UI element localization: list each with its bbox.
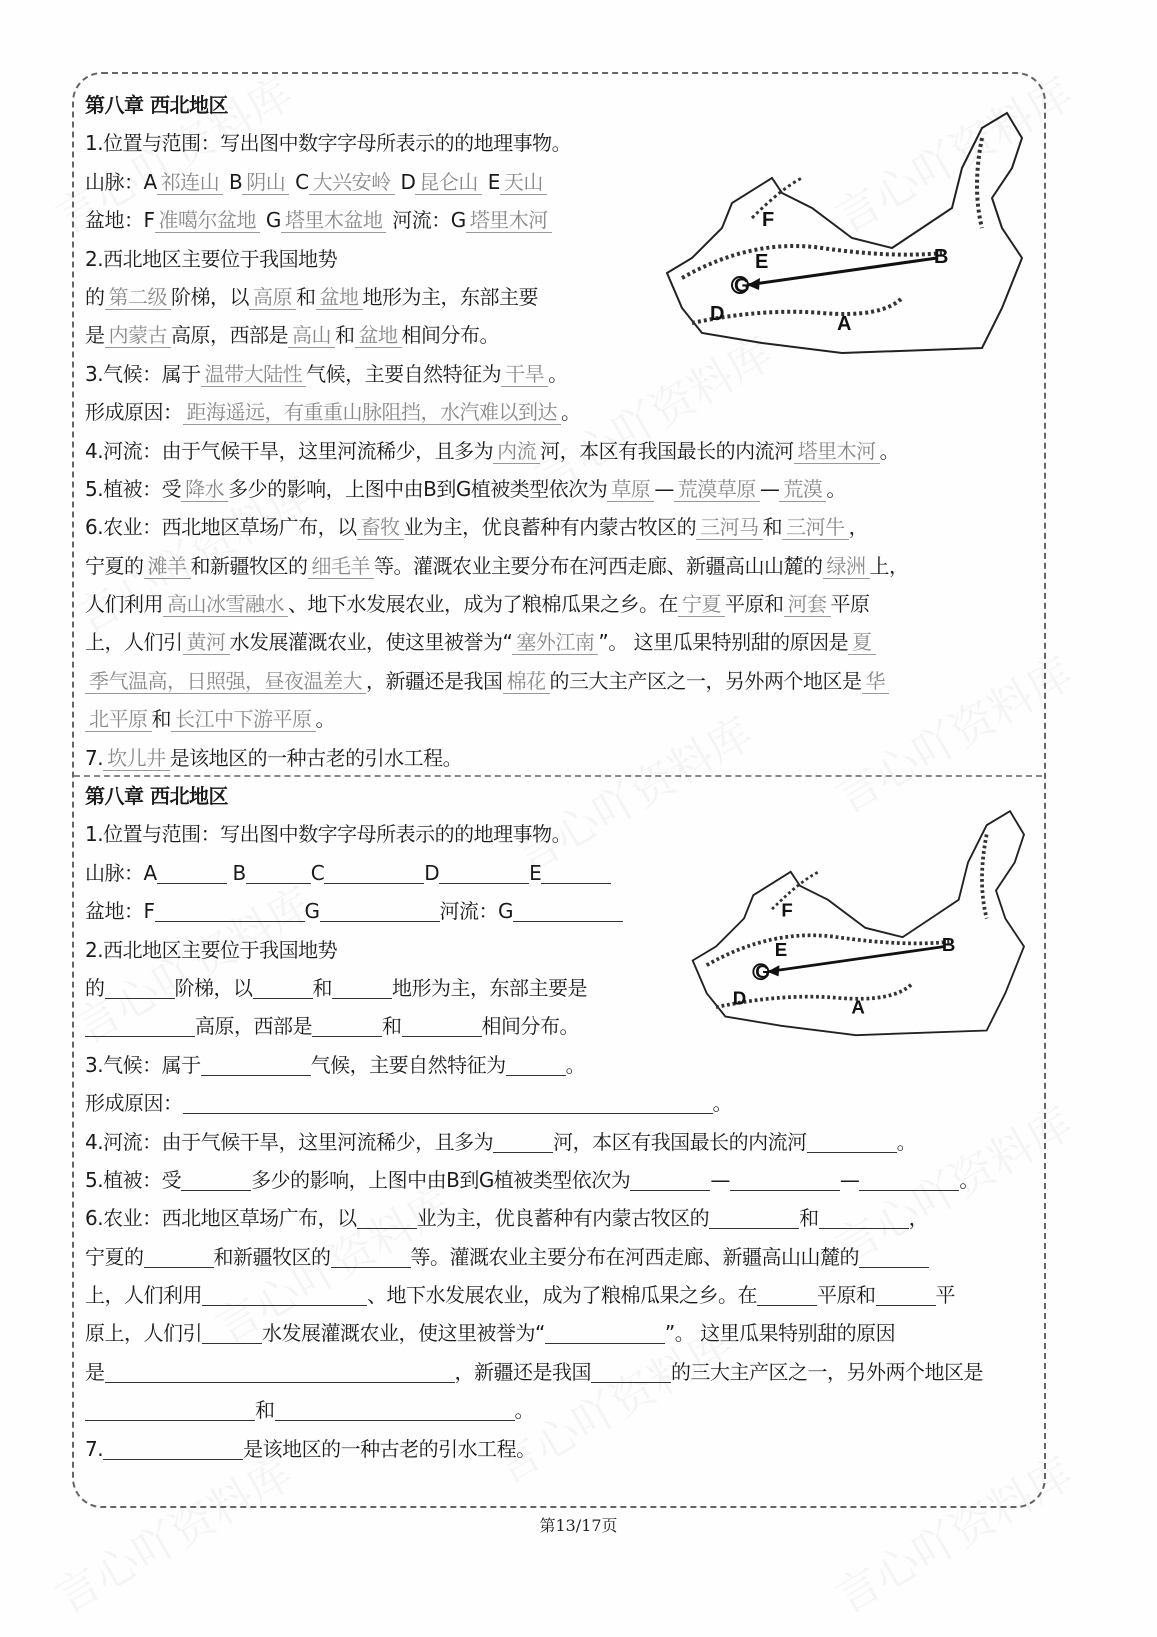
question-text: 地形为主，东部主要 xyxy=(362,284,538,309)
answer-text: 大兴安岭 xyxy=(309,170,395,195)
question-text: 形成原因： xyxy=(85,400,183,425)
question-text: E xyxy=(529,860,542,885)
question-text: D xyxy=(424,860,440,885)
question-text: 业为主，优良蓄种有内蒙古牧区的 xyxy=(403,515,697,540)
answer-text: 温带大陆性 xyxy=(201,362,307,387)
arrow-line xyxy=(767,947,944,972)
question-text: 和 xyxy=(312,975,332,1000)
fill-in-blank[interactable] xyxy=(709,1202,799,1229)
question-text: 4.河流：由于气候干旱，这里河流稀少，且多为 xyxy=(85,438,494,463)
answer-text: 荒漠 xyxy=(779,477,826,502)
answer-text: 畜牧 xyxy=(357,515,404,540)
fill-in-blank[interactable] xyxy=(730,1164,840,1191)
question-text: 1.位置与范围：写出图中数字字母所表示的的地理事物。 xyxy=(85,822,572,847)
question-text: 水发展灌溉农业，使这里被誉为“ xyxy=(262,1321,545,1346)
answer-text: 阴山 xyxy=(242,170,289,195)
northwest-china-map xyxy=(662,108,1037,363)
answer-text: 华 xyxy=(862,669,890,694)
question-text: 7. xyxy=(85,1436,104,1461)
fill-in-blank[interactable] xyxy=(402,1010,482,1037)
question-text: 和新疆牧区的 xyxy=(213,1244,331,1269)
question-text: ， xyxy=(908,1206,929,1231)
question-text: 地形为主，东部主要是 xyxy=(392,975,587,1000)
text-line xyxy=(85,700,909,738)
map-label-a: A xyxy=(837,313,852,335)
question-text: 等。灌溉农业主要分布在河西走廊、新疆高山山麓的 xyxy=(374,553,823,578)
question-text: 相间分布。 xyxy=(401,323,499,348)
answer-text: 塔里木盆地 xyxy=(281,208,387,233)
question-text: 。 xyxy=(565,1052,586,1077)
question-text: 6.农业：西北地区草场广布，以 xyxy=(85,1206,357,1231)
text-line xyxy=(85,1314,983,1352)
mountain-range-icon xyxy=(982,835,987,919)
fill-in-blank[interactable] xyxy=(506,1049,566,1076)
question-text: 河流：G xyxy=(439,899,514,924)
answer-text: 第二级 xyxy=(105,285,172,310)
fill-in-blank[interactable] xyxy=(332,972,392,999)
answer-text: 季气温高，日照强，昼夜温差大 xyxy=(85,669,366,694)
text-line xyxy=(85,623,909,661)
fill-in-blank[interactable] xyxy=(202,1279,367,1306)
fill-in-blank[interactable] xyxy=(253,972,313,999)
question-text: 。 xyxy=(712,1091,732,1116)
answer-text: 干旱 xyxy=(501,362,548,387)
fill-in-blank[interactable] xyxy=(493,1126,553,1153)
question-text: 、地下水发展农业，成为了粮棉瓜果之乡。在 xyxy=(367,1283,757,1308)
fill-in-blank[interactable] xyxy=(312,1010,382,1037)
text-line xyxy=(85,1123,983,1161)
question-text: 水发展灌溉农业，使这里被誉为“ xyxy=(229,630,513,655)
mountain-range-icon xyxy=(977,138,982,228)
answer-text: 三河马 xyxy=(696,515,763,540)
fill-in-blank[interactable] xyxy=(105,972,175,999)
question-text: 。 xyxy=(514,1398,534,1423)
answer-text: 三河牛 xyxy=(782,515,849,540)
question-text: 上， xyxy=(869,553,909,578)
answer-text: 盆地 xyxy=(355,323,402,348)
fill-in-blank[interactable] xyxy=(85,1394,255,1421)
question-text: — xyxy=(759,476,780,501)
text-line xyxy=(85,508,909,546)
answer-text: 塔里木河 xyxy=(466,208,552,233)
fill-in-blank[interactable] xyxy=(183,1087,713,1114)
question-text: 气候，主要自然特征为 xyxy=(310,1052,506,1077)
question-text: ”。 这里瓜果特别甜的原因是 xyxy=(598,630,849,655)
fill-in-blank[interactable] xyxy=(144,1241,214,1268)
text-line xyxy=(85,1238,983,1276)
map-label-b: B xyxy=(934,246,949,268)
answer-text: 内蒙古 xyxy=(105,323,172,348)
question-text: 4.河流：由于气候干旱，这里河流稀少，且多为 xyxy=(85,1129,494,1154)
fill-in-blank[interactable] xyxy=(513,895,623,922)
question-text: 7. xyxy=(85,745,104,770)
answer-text: 降水 xyxy=(181,477,228,502)
answer-text: 距海遥远，有重重山脉阻挡，水汽难以到达 xyxy=(183,400,562,425)
map-label-f: F xyxy=(781,899,793,921)
question-text: 。 xyxy=(896,1129,917,1154)
question-text: 的 xyxy=(85,284,105,309)
map-label-f: F xyxy=(762,209,775,231)
question-text: 是该地区的一种古老的引水工程。 xyxy=(243,1436,536,1461)
question-text: 阶梯，以 xyxy=(171,284,249,309)
fill-in-blank[interactable] xyxy=(439,857,529,884)
question-text: 和 xyxy=(762,515,783,540)
fill-in-blank[interactable] xyxy=(807,1126,897,1153)
question-text: 。 xyxy=(315,707,335,732)
question-text: 第八章 西北地区 xyxy=(85,784,228,808)
question-text: 和 xyxy=(382,1014,402,1039)
text-line xyxy=(85,1199,983,1237)
fill-in-blank[interactable] xyxy=(331,1241,411,1268)
question-text: 。 xyxy=(959,1167,979,1192)
text-line xyxy=(85,470,909,508)
question-text: — xyxy=(710,1167,730,1192)
fill-in-blank[interactable] xyxy=(202,1317,262,1344)
fill-in-blank[interactable] xyxy=(320,895,440,922)
question-text: 等。灌溉农业主要分布在河西走廊、新疆高山山麓的 xyxy=(410,1244,859,1269)
fill-in-blank[interactable] xyxy=(630,1164,710,1191)
question-text: 上，人们引 xyxy=(85,630,183,655)
answer-text: 坎儿井 xyxy=(103,746,170,771)
answer-text: 长江中下游平原 xyxy=(171,707,316,732)
northwest-china-map-blank xyxy=(688,798,1038,1053)
question-text: 山脉：A xyxy=(85,169,157,194)
map-label-a: A xyxy=(851,996,865,1018)
fill-in-blank[interactable] xyxy=(155,895,305,922)
question-text: C xyxy=(310,860,325,885)
question-text: C xyxy=(289,169,309,194)
answer-text: 黄河 xyxy=(183,630,230,655)
question-text: 和 xyxy=(799,1206,819,1231)
answer-text: 草原 xyxy=(607,477,654,502)
text-line xyxy=(85,547,909,585)
answer-text: 宁夏 xyxy=(678,592,725,617)
question-text: 2.西北地区主要位于我国地势 xyxy=(85,937,338,962)
map-label-e: E xyxy=(755,251,769,273)
question-text: B xyxy=(223,169,243,194)
question-text: 高原，西部是 xyxy=(195,1014,312,1039)
text-line xyxy=(85,739,909,777)
fill-in-blank[interactable] xyxy=(103,1433,243,1460)
question-text: 是 xyxy=(85,323,105,348)
answer-text: 荒漠草原 xyxy=(674,477,760,502)
fill-in-blank[interactable] xyxy=(85,1010,195,1037)
question-text: 3.气候：属于 xyxy=(85,1052,201,1077)
question-text: 6.农业：西北地区草场广布，以 xyxy=(85,515,357,540)
answer-text: 准噶尔盆地 xyxy=(155,208,261,233)
fill-in-blank[interactable] xyxy=(819,1202,909,1229)
question-text: ， xyxy=(848,515,869,540)
question-text: 河流：G xyxy=(386,208,466,233)
fill-in-blank[interactable] xyxy=(757,1279,817,1306)
question-text: ，新疆还是我国 xyxy=(366,668,503,693)
question-text: 宁夏的 xyxy=(85,1244,144,1269)
answer-text: 河套 xyxy=(784,592,831,617)
question-text: 河，本区有我国最长的内流河 xyxy=(553,1129,807,1154)
answer-text: 塞外江南 xyxy=(512,630,598,655)
question-text: 。 xyxy=(548,361,568,386)
page-number: 第13/17页 xyxy=(539,1516,618,1535)
answer-text: 滩羊 xyxy=(144,554,191,579)
question-text: 。 xyxy=(879,438,900,463)
fill-in-blank[interactable] xyxy=(591,1356,671,1383)
answer-text: 昆仑山 xyxy=(415,170,482,195)
question-text: G xyxy=(260,208,281,233)
question-text: 和 xyxy=(296,284,316,309)
question-text: 和 xyxy=(151,707,171,732)
answer-text: 祁连山 xyxy=(157,170,224,195)
question-text: 1.位置与范围：写出图中数字字母所表示的的地理事物。 xyxy=(85,131,572,156)
question-text: 是该地区的一种古老的引水工程。 xyxy=(169,745,463,770)
fill-in-blank[interactable] xyxy=(246,857,311,884)
answer-text: 高原 xyxy=(249,285,296,310)
answer-text: 盆地 xyxy=(316,285,363,310)
answer-text: 高山冰雪融水 xyxy=(163,592,288,617)
question-text: 平原和 xyxy=(725,592,784,617)
fill-in-blank[interactable] xyxy=(545,1317,665,1344)
question-text: 和 xyxy=(335,323,355,348)
text-line xyxy=(85,1430,983,1468)
map-label-e: E xyxy=(774,938,788,960)
question-text: 多少的影响，上图中由B到G植被类型依次为 xyxy=(251,1167,631,1192)
question-text: 河，本区有我国最长的内流河 xyxy=(540,438,794,463)
question-text: 相间分布。 xyxy=(481,1014,579,1039)
question-text: 平原和 xyxy=(817,1283,876,1308)
map-label-g: G xyxy=(755,961,770,983)
fill-in-blank[interactable] xyxy=(105,1356,455,1383)
answer-text: 夏 xyxy=(848,630,876,655)
map-label-d: D xyxy=(732,987,747,1009)
question-text: 的三大主产区之一，另外两个地区是 xyxy=(549,668,862,693)
fill-in-blank[interactable] xyxy=(541,857,611,884)
question-text: 5.植被：受 xyxy=(85,1167,182,1192)
question-text: 3.气候：属于 xyxy=(85,361,201,386)
answer-text: 内流 xyxy=(493,439,540,464)
arrow-line xyxy=(747,258,937,285)
fill-in-blank[interactable] xyxy=(859,1164,959,1191)
fill-in-blank[interactable] xyxy=(201,1049,311,1076)
text-line xyxy=(85,1276,983,1314)
text-line xyxy=(85,1084,983,1122)
question-text: 盆地：F xyxy=(85,899,155,924)
question-text: B xyxy=(226,860,246,885)
text-line xyxy=(85,1161,983,1199)
question-text: 原上，人们引 xyxy=(85,1321,202,1346)
fill-in-blank[interactable] xyxy=(357,1202,417,1229)
fill-in-blank[interactable] xyxy=(181,1164,251,1191)
question-text: 形成原因： xyxy=(85,1091,183,1116)
question-text: 业为主，优良蓄种有内蒙古牧区的 xyxy=(416,1206,710,1231)
question-text: 高原，西部是 xyxy=(171,323,288,348)
text-line xyxy=(85,432,909,470)
answer-text: 细毛羊 xyxy=(308,554,375,579)
answer-text: 天山 xyxy=(500,170,547,195)
question-text: 和 xyxy=(255,1398,275,1423)
question-text: ，新疆还是我国 xyxy=(454,1359,591,1384)
question-text: 5.植被：受 xyxy=(85,476,182,501)
fill-in-blank[interactable] xyxy=(157,857,227,884)
answer-text: 塔里木河 xyxy=(794,439,880,464)
question-text: 平原 xyxy=(830,592,870,617)
map-label-g: G xyxy=(734,275,750,297)
question-text: 的三大主产区之一，另外两个地区是 xyxy=(671,1359,983,1384)
text-line xyxy=(85,585,909,623)
question-text: D xyxy=(394,169,416,194)
question-text: 第八章 西北地区 xyxy=(85,93,228,117)
text-line xyxy=(85,1353,983,1391)
text-line xyxy=(85,393,909,431)
answer-text: 高山 xyxy=(288,323,335,348)
question-text: ”。 这里瓜果特别甜的原因 xyxy=(664,1321,896,1346)
question-text: E xyxy=(481,169,500,194)
question-text: 气候，主要自然特征为 xyxy=(306,361,502,386)
fill-in-blank[interactable] xyxy=(859,1241,929,1268)
text-line xyxy=(85,662,909,700)
answer-text: 绿洲 xyxy=(823,554,870,579)
text-line xyxy=(85,1391,983,1429)
question-text: 2.西北地区主要位于我国地势 xyxy=(85,246,338,271)
question-text: 、地下水发展农业，成为了粮棉瓜果之乡。在 xyxy=(288,592,678,617)
question-text: — xyxy=(839,1167,860,1192)
map-label-b: B xyxy=(941,934,956,956)
question-text: 多少的影响，上图中由B到G植被类型依次为 xyxy=(228,476,608,501)
question-text: 。 xyxy=(826,476,846,501)
question-text: 和新疆牧区的 xyxy=(190,553,308,578)
question-text: 宁夏的 xyxy=(85,553,144,578)
question-text: 盆地：F xyxy=(85,208,155,233)
question-text: 。 xyxy=(561,400,581,425)
map-label-d: D xyxy=(710,303,725,325)
question-text: 的 xyxy=(85,975,105,1000)
fill-in-blank[interactable] xyxy=(876,1279,936,1306)
answer-text: 北平原 xyxy=(85,707,152,732)
question-text: 上，人们利用 xyxy=(85,1283,202,1308)
fill-in-blank[interactable] xyxy=(275,1394,515,1421)
question-text: — xyxy=(654,476,674,501)
question-text: 人们利用 xyxy=(85,592,163,617)
fill-in-blank[interactable] xyxy=(324,857,424,884)
question-text: 阶梯，以 xyxy=(174,975,253,1000)
question-text: 平 xyxy=(935,1283,955,1308)
question-text: 山脉：A xyxy=(85,860,157,885)
question-text: 是 xyxy=(85,1359,105,1384)
question-text: G xyxy=(304,899,320,924)
answer-text: 棉花 xyxy=(503,669,550,694)
